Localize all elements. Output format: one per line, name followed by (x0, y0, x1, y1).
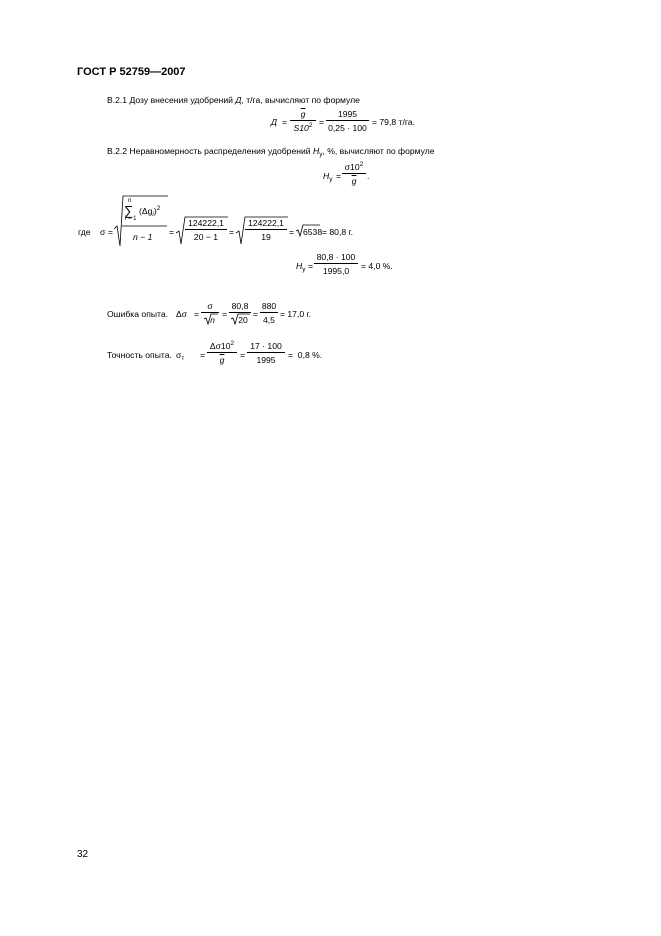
formula-result: = 17,0 г. (280, 309, 311, 319)
error-label: Ошибка опыта. (107, 309, 169, 319)
root-value: 6538 (303, 227, 323, 237)
equals-sign: = (200, 350, 206, 360)
fraction-17-100 (247, 341, 285, 365)
sum-sign: ∑ (124, 203, 134, 218)
exponent: 2 (156, 205, 161, 212)
denominator: 20 − 1 (193, 232, 219, 242)
equals-sign: = (108, 227, 114, 237)
denominator: 19 (261, 232, 271, 242)
formula-result: = 4,0 %. (361, 261, 393, 271)
exponent: 2 (308, 122, 313, 129)
equals-sign: = (240, 350, 246, 360)
equals-sign: = (319, 117, 325, 127)
fraction-delta-sigma10 (207, 341, 237, 365)
denominator: 0,25 · 100 (328, 123, 367, 133)
sum-upper-limit: n (128, 198, 132, 204)
denominator: 4,5 (263, 315, 275, 325)
denominator: 20 (238, 315, 248, 325)
symbol-d: Д (235, 95, 242, 105)
subscript: i (152, 211, 154, 218)
paragraph-text: , т/га, вычисляют по формуле (241, 95, 360, 105)
denominator: 1995,0 (322, 266, 350, 276)
symbol-sigma: σ (100, 227, 106, 237)
denominator: S10 (293, 123, 309, 133)
subscript: у (302, 266, 306, 273)
equals-sign: = (222, 309, 228, 319)
formula-result: = 79,8 т/га. (372, 117, 415, 127)
symbol-h: H (312, 146, 320, 156)
denominator: n − 1 (133, 232, 153, 242)
sum-body: (Δg (139, 206, 153, 216)
exponent: 2 (359, 161, 364, 168)
equals-sign: = (308, 261, 314, 271)
sum-lower-limit: i = 1 (125, 216, 137, 222)
paragraph-text: В.2.1 Дозу внесения удобрений (107, 95, 236, 105)
exponent: 2 (230, 340, 235, 347)
paragraph-text: В.2.2 Неравномерность распределения удобрений (107, 146, 313, 156)
equals-sign: = (253, 309, 259, 319)
equals-sign: = (336, 171, 342, 181)
page-number: 32 (77, 849, 89, 860)
numerator: σ (201, 301, 219, 313)
subscript: у (319, 151, 323, 158)
numerator: 1995 (326, 109, 369, 121)
denominator: g (219, 355, 225, 365)
where-label: где (78, 227, 91, 237)
equals-sign: = (282, 117, 288, 127)
equals-sign: = (194, 309, 200, 319)
numerator: 124222,1 (185, 218, 227, 230)
sum-body: ) (153, 206, 157, 216)
radical-sign-20 (0, 0, 661, 400)
formula-lhs: H (323, 171, 330, 181)
numerator: 17 · 100 (247, 341, 285, 353)
numerator: 880 (261, 301, 277, 311)
denominator: g (351, 176, 357, 186)
subscript: у (329, 176, 333, 183)
formula-lhs: Д (271, 117, 278, 127)
document-header: ГОСТ Р 52759—2007 (77, 66, 186, 78)
denominator: 1995 (256, 355, 276, 365)
denominator: n (210, 315, 215, 325)
symbol-sigma: σ (176, 350, 182, 360)
fraction-880 (260, 301, 278, 325)
formula-result: = 80,8 г. (322, 227, 353, 237)
accuracy-label: Точность опыта. (107, 350, 172, 360)
numerator: Δσ10 (209, 341, 231, 351)
numerator: σ10 (344, 162, 360, 172)
equals-sign: = (229, 227, 235, 237)
period: . (367, 171, 370, 181)
numerator: 80,8 (229, 301, 251, 313)
equals-sign: = (289, 227, 295, 237)
paragraph-text: , %, вычисляют по формуле (322, 146, 435, 156)
formula-lhs: H (296, 261, 303, 271)
numerator: 124222,1 (245, 218, 287, 230)
numerator: $\overline{g}$ (290, 109, 316, 121)
subscript: т (181, 355, 185, 362)
formula-result: = 0,8 %. (288, 350, 323, 360)
symbol-delta-sigma: Δσ (176, 309, 188, 319)
equals-sign: = (169, 227, 175, 237)
numerator: 80,8 · 100 (314, 252, 358, 264)
